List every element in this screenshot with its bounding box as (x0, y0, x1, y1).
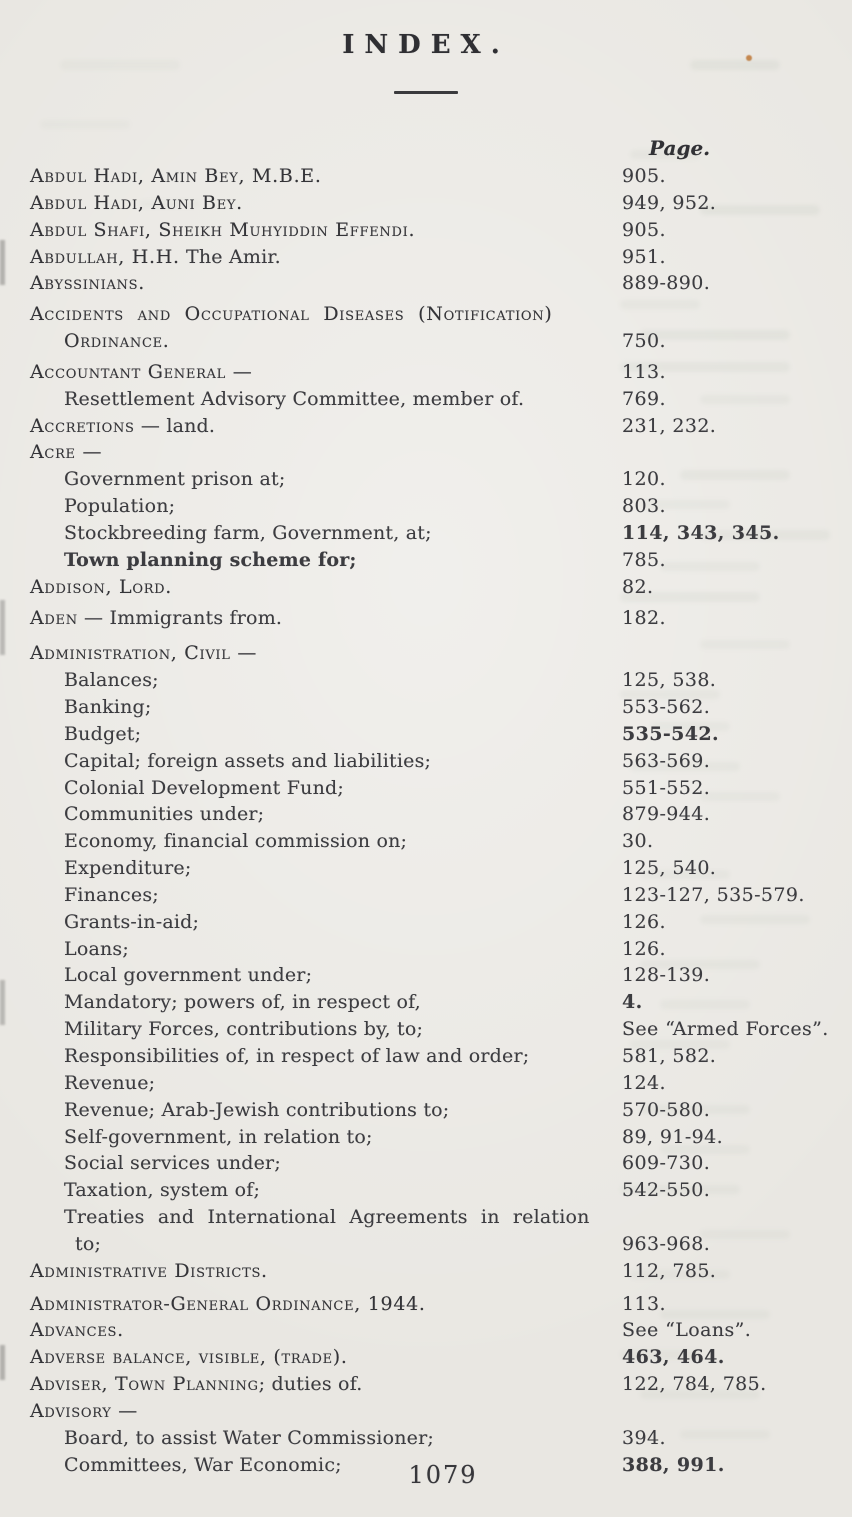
entry-label (30, 388, 524, 410)
entry-text: Expenditure; (64, 857, 192, 880)
index-entry-line (30, 439, 830, 466)
entry-page-number: 769. (622, 387, 666, 410)
entry-page-number: 609-730. (622, 1152, 711, 1175)
entry-page-number: 112, 785. (622, 1259, 717, 1282)
entry-label (30, 272, 145, 294)
entry-page-number: 123-127, 535-579. (622, 883, 805, 906)
index-entry-line (30, 801, 830, 828)
entry-label (30, 1260, 268, 1282)
index-entry-line (30, 493, 830, 520)
entry-label (30, 1319, 124, 1341)
entry-label (30, 884, 159, 906)
entry-text: Administration, Civil — (30, 642, 258, 665)
entry-text: Administrative Districts. (30, 1259, 268, 1282)
entry-text: Capital; foreign assets and liabilities; (64, 749, 432, 772)
entry-page-number: 889-890. (622, 272, 711, 295)
entry-label (30, 361, 252, 383)
index-entry-line (30, 1043, 830, 1070)
entry-page-number: 30. (622, 830, 654, 853)
entry-text: — land. (134, 414, 216, 437)
bleed-through-smudge (60, 60, 180, 70)
entry-page-number: 879-944. (622, 803, 711, 826)
index-entry-line (30, 667, 830, 694)
entry-label (30, 607, 282, 629)
entry-label (30, 857, 191, 879)
entry-label (30, 1373, 363, 1395)
index-entry-line (30, 1371, 830, 1398)
index-entry-line (30, 721, 830, 748)
index-entry-line (30, 301, 830, 328)
index-entry-line (30, 1425, 830, 1452)
entry-text: Abyssinians. (30, 272, 145, 295)
page-title: INDEX. (342, 30, 510, 60)
index-entry-line (30, 1231, 830, 1258)
entry-label (30, 1233, 101, 1255)
entry-label (30, 468, 285, 490)
index-entry-line (30, 1150, 830, 1177)
entry-page-number: 949, 952. (622, 191, 717, 214)
entry-page-number: 231, 232. (622, 414, 717, 437)
entry-page-number: 951. (622, 245, 666, 268)
entry-page-number: 803. (622, 495, 666, 518)
entry-label (30, 777, 344, 799)
entry-label (30, 991, 421, 1013)
index-entry-line (30, 989, 830, 1016)
entry-label (30, 803, 264, 825)
index-entry-line (30, 1258, 830, 1285)
index-entry-line (30, 882, 830, 909)
entry-text: Abdul Hadi, Auni Bey. (30, 191, 243, 214)
entry-label (30, 441, 102, 463)
entry-text: Adverse balance, visible, (trade). (30, 1346, 348, 1369)
entry-page-number: 125, 540. (622, 857, 717, 880)
entry-text: Adviser, Town Planning (30, 1373, 259, 1396)
index-entry-line (30, 640, 830, 667)
index-entry-line (30, 694, 830, 721)
entry-label (30, 964, 312, 986)
entry-page-number: 122, 784, 785. (622, 1373, 767, 1396)
entry-text: Abdullah, H.H. (30, 245, 180, 268)
index-entry-line (30, 244, 830, 271)
entry-label (30, 165, 322, 187)
index-entry-line (30, 1124, 830, 1151)
entry-label (30, 495, 175, 517)
entry-text: Colonial Development Fund; (64, 776, 344, 799)
entry-text: Advisory — (30, 1399, 139, 1422)
entry-text: The Amir. (179, 245, 281, 268)
entry-label (30, 1072, 155, 1094)
entry-text: Revenue; (64, 1071, 156, 1094)
entry-text: Banking; (64, 696, 152, 719)
index-entry-line (30, 190, 830, 217)
index-entry-line (30, 1204, 830, 1231)
index-entry-line (30, 605, 830, 632)
entry-text: Social services under; (64, 1152, 281, 1175)
page-column-header: Page. (649, 136, 711, 160)
entry-label (30, 1179, 260, 1201)
entry-text: Taxation, system of; (64, 1179, 261, 1202)
index-entry-line (30, 1097, 830, 1124)
index-entry-line (30, 547, 830, 574)
entry-text: Committees, War Economic; (64, 1453, 342, 1476)
entry-page-number: 963-968. (622, 1232, 711, 1255)
entry-label (30, 192, 243, 214)
entry-text: Treaties and International Agreements in relation (64, 1206, 590, 1229)
title-divider (394, 91, 458, 94)
entry-text: Loans; (64, 937, 129, 960)
index-entry-line (30, 855, 830, 882)
index-entry-line (30, 1016, 830, 1043)
entry-text: Grants-in-aid; (64, 910, 200, 933)
index-entry-line (30, 748, 830, 775)
entry-page-number: 388, 991. (622, 1453, 725, 1476)
entry-label (30, 669, 159, 691)
entry-page-number: 394. (622, 1426, 666, 1449)
entry-page-number: 750. (622, 330, 666, 353)
entry-page-number: 114, 343, 345. (622, 521, 780, 544)
index-entry-line (30, 328, 830, 355)
entry-text: Revenue; Arab-Jewish contributions to; (64, 1098, 450, 1121)
index-entry-line (30, 270, 830, 297)
entry-text: to; (75, 1232, 102, 1255)
index-entry-line (30, 413, 830, 440)
index-entry-line (30, 909, 830, 936)
entry-label (30, 723, 141, 745)
entry-page-number: 126. (622, 910, 666, 933)
index-entry-line (30, 217, 830, 244)
entry-label (30, 1018, 423, 1040)
index-entry-line (30, 466, 830, 493)
entry-text: Board, to assist Water Commissioner; (64, 1426, 434, 1449)
entry-page-number: 120. (622, 468, 666, 491)
entry-page-number: 553-562. (622, 696, 711, 719)
entry-page-number: 113. (622, 360, 666, 383)
entry-text: Acre — (30, 441, 103, 464)
entry-page-number: 535-542. (622, 722, 720, 745)
entry-label (30, 1293, 426, 1315)
index-entry-line (30, 574, 830, 601)
entry-text: Town planning scheme for; (64, 548, 357, 571)
entry-label (30, 219, 415, 241)
entry-page-number: 463, 464. (622, 1346, 725, 1369)
entry-page-number: 905. (622, 165, 666, 187)
entry-text: Self-government, in relation to; (64, 1125, 373, 1148)
entry-label (30, 522, 432, 544)
entry-page-number: 4. (622, 991, 643, 1014)
entry-text: Budget; (64, 722, 142, 745)
scan-edge-mark (0, 980, 5, 1025)
index-entry-line (30, 936, 830, 963)
entry-text: Advances. (30, 1319, 124, 1342)
scan-edge-mark (0, 600, 5, 655)
entry-label (30, 830, 407, 852)
entry-page-number: 905. (622, 218, 666, 241)
bleed-through-smudge (690, 60, 780, 70)
entry-page-number: 82. (622, 575, 654, 598)
entry-page-number: See “Loans”. (622, 1319, 752, 1342)
entry-label (30, 1400, 138, 1422)
index-entry-line (30, 163, 830, 190)
entry-page-number: 581, 582. (622, 1045, 717, 1067)
entry-label (30, 1099, 449, 1121)
entry-text: Addison, Lord. (30, 575, 173, 598)
entry-page-number: 128-139. (622, 964, 711, 987)
entry-label (30, 750, 431, 772)
entry-label (30, 1152, 281, 1174)
bleed-through-smudge (40, 120, 130, 129)
entry-text: Government prison at; (64, 468, 286, 491)
index-entry-line (30, 359, 830, 386)
entry-text: ; duties of. (258, 1373, 363, 1396)
index-entry-line (30, 1317, 830, 1344)
entry-label (30, 1126, 373, 1148)
index-entry-line (30, 1291, 830, 1318)
entry-page-number: 113. (622, 1292, 666, 1315)
scan-edge-mark (0, 1345, 5, 1380)
index-entry-line (30, 1177, 830, 1204)
entry-label (30, 696, 152, 718)
entry-label (30, 642, 257, 664)
entry-page-number: 542-550. (622, 1179, 711, 1202)
entry-page-number: 124. (622, 1071, 666, 1094)
entry-label (30, 1427, 434, 1449)
entry-text: Abdul Shafi, Sheikh Muhyiddin Effendi. (30, 218, 416, 241)
entry-page-number: 563-569. (622, 749, 711, 772)
entry-text: Abdul Hadi, Amin Bey, M.B.E. (30, 165, 322, 187)
entry-text: Local government under; (64, 964, 313, 987)
entry-text: Accretions (30, 414, 135, 437)
entry-label (30, 1045, 529, 1067)
index-entry-line (30, 1398, 830, 1425)
entry-label (30, 246, 281, 268)
index-entry-line (30, 1070, 830, 1097)
entry-text: Accidents and Occupational Diseases (Notification) (30, 303, 553, 326)
entry-text: Responsibilities of, in respect of law and order; (64, 1045, 530, 1067)
entry-text: Balances; (64, 669, 159, 692)
index-entry-list (30, 163, 830, 1479)
entry-page-number: See “Armed Forces”. (622, 1018, 829, 1041)
entry-page-number: 125, 538. (622, 669, 717, 692)
page-number: 1079 (408, 1461, 478, 1489)
entry-page-number: 551-552. (622, 776, 711, 799)
entry-label (30, 1346, 348, 1368)
index-entry-line (30, 828, 830, 855)
entry-text: Communities under; (64, 803, 265, 826)
entry-label (30, 576, 172, 598)
entry-page-number: 182. (622, 606, 666, 629)
entry-text: Aden (30, 606, 78, 629)
entry-text: Economy, financial commission on; (64, 830, 408, 853)
scan-edge-mark (0, 240, 5, 285)
entry-text: Military Forces, contributions by, to; (64, 1018, 424, 1041)
entry-label (30, 415, 215, 437)
index-entry-line (30, 1344, 830, 1371)
entry-label (30, 303, 552, 325)
entry-page-number: 570-580. (622, 1098, 711, 1121)
entry-label (30, 1206, 590, 1228)
entry-label (30, 330, 170, 352)
entry-label (30, 549, 357, 571)
entry-text: — Immigrants from. (77, 606, 283, 629)
entry-label (30, 938, 129, 960)
index-entry-line (30, 386, 830, 413)
entry-text: Stockbreeding farm, Government, at; (64, 521, 432, 544)
entry-text: Resettlement Advisory Committee, member of. (64, 387, 525, 410)
index-entry-line (30, 775, 830, 802)
entry-page-number: 126. (622, 937, 666, 960)
entry-page-number: 89, 91-94. (622, 1125, 724, 1148)
index-entry-line (30, 520, 830, 547)
index-entry-line (30, 962, 830, 989)
entry-text: Ordinance. (64, 330, 170, 353)
entry-text: Population; (64, 495, 176, 518)
entry-text: Accountant General — (30, 360, 253, 383)
entry-text: Mandatory; powers of, in respect of, (64, 991, 421, 1014)
entry-page-number: 785. (622, 548, 666, 571)
entry-label (30, 911, 199, 933)
entry-text: Finances; (64, 883, 159, 906)
entry-text: Administrator-General Ordinance, 1944. (30, 1292, 426, 1315)
